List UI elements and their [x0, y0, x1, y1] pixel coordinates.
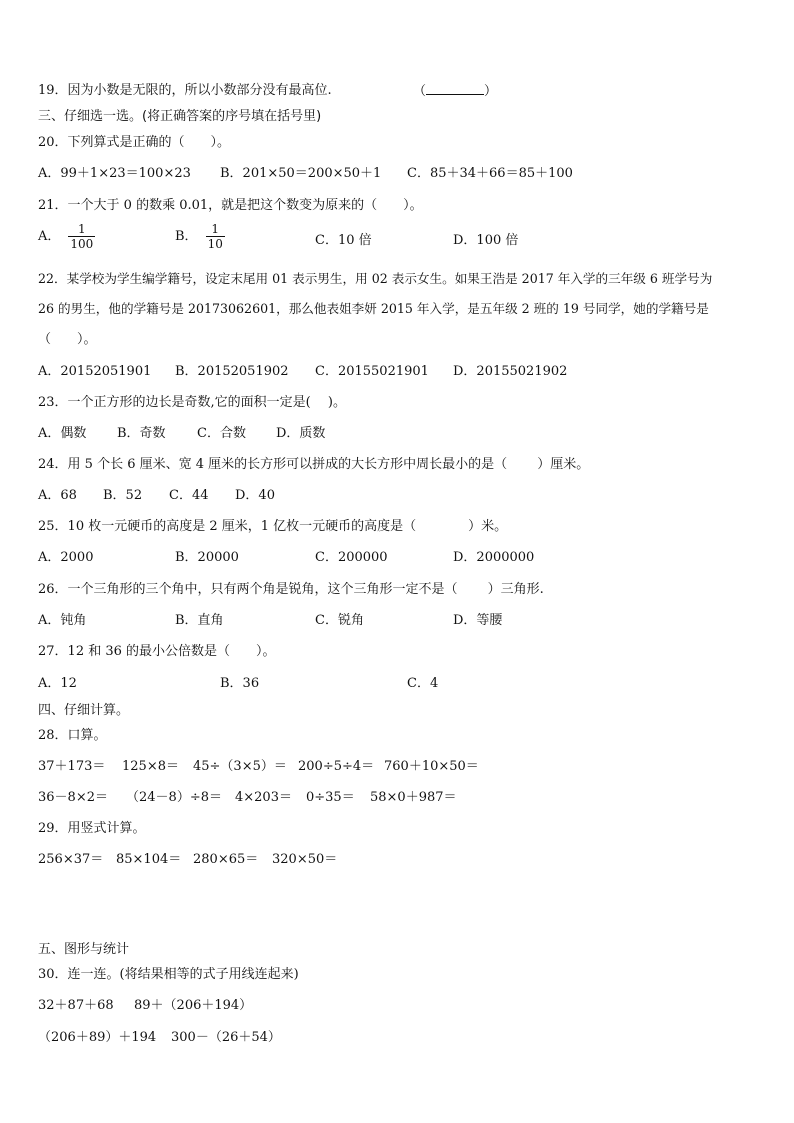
q30-text: 30．连一连。(将结果相等的式子用线连起来) — [38, 967, 299, 982]
q26-option-b[interactable]: B．直角 — [175, 613, 224, 628]
q21-option-a[interactable] — [38, 222, 95, 251]
q20-text: 20．下列算式是正确的（ ）。 — [38, 135, 231, 150]
paren-open: （ — [413, 84, 427, 99]
q26-option-c[interactable]: C．锐角 — [315, 613, 364, 628]
q28-row2-item: 58×0＋987＝ — [370, 790, 457, 805]
q25-option-c[interactable]: C．200000 — [315, 550, 388, 565]
q27-text: 27．12 和 36 的最小公倍数是（ ）。 — [38, 644, 276, 659]
q22-option-a[interactable]: A．20152051901 — [38, 364, 152, 379]
q19-line — [38, 82, 332, 100]
q20-option-b[interactable]: B．201×50＝200×50＋1 — [220, 166, 382, 181]
q28-row2-item: 36－8×2＝ — [38, 790, 108, 805]
q30-expression[interactable]: 89＋（206＋194） — [134, 998, 253, 1013]
q29-item: 256×37＝ — [38, 852, 104, 867]
q22-line-3: （ ）。 — [38, 332, 97, 347]
q26-option-a[interactable]: A．钝角 — [38, 613, 87, 628]
fraction — [68, 222, 95, 251]
q25-text: 25．10 枚一元硬币的高度是 2 厘米，1 亿枚一元硬币的高度是（ ）米。 — [38, 519, 508, 534]
paren-close: ） — [484, 84, 498, 99]
section-4-heading: 四、仔细计算。 — [38, 703, 130, 718]
denominator: 100 — [70, 237, 94, 251]
denominator: 10 — [207, 237, 223, 251]
q22-line-2: 26 的男生，他的学籍号是 20173062601，那么他表姐李妍 2015 年入学，是五年级 2 班的 19 号同学，她的学籍号是 — [38, 301, 709, 316]
q27-option-b[interactable]: B．36 — [220, 676, 260, 691]
q20-option-c[interactable]: C．85＋34＋66＝85＋100 — [407, 166, 573, 181]
option-label: B． — [175, 229, 198, 244]
numerator: 1 — [211, 222, 220, 236]
q29-text: 29．用竖式计算。 — [38, 821, 146, 836]
numerator: 1 — [78, 222, 86, 236]
q19-answer-blank[interactable] — [413, 82, 497, 101]
section-3-heading: 三、仔细选一选。(将正确答案的序号填在括号里) — [38, 109, 322, 124]
q23-option-b[interactable]: B．奇数 — [117, 426, 166, 441]
q28-row1-item: 37＋173＝ — [38, 759, 106, 774]
q27-option-c[interactable]: C．4 — [407, 676, 439, 691]
q26-text: 26．一个三角形的三个角中，只有两个角是锐角，这个三角形一定不是（ ）三角形. — [38, 582, 544, 597]
q22-option-d[interactable]: D．20155021902 — [453, 364, 568, 379]
underline-blank — [426, 82, 484, 95]
q23-option-a[interactable]: A．偶数 — [38, 426, 87, 441]
q23-option-c[interactable]: C．合数 — [197, 426, 246, 441]
q24-option-c[interactable]: C．44 — [169, 488, 209, 503]
q24-option-d[interactable]: D．40 — [235, 488, 275, 503]
q28-row1-item: 760＋10×50＝ — [384, 759, 479, 774]
q28-text: 28．口算。 — [38, 728, 107, 743]
q22-option-b[interactable]: B．20152051902 — [175, 364, 289, 379]
fraction — [206, 222, 225, 251]
option-label: A． — [38, 229, 61, 244]
q28-row1-item: 125×8＝ — [122, 759, 179, 774]
q29-item: 280×65＝ — [193, 852, 259, 867]
q30-expression[interactable]: 32＋87＋68 — [38, 998, 114, 1013]
section-5-heading: 五、图形与统计 — [38, 942, 130, 957]
q20-option-a[interactable]: A．99＋1×23＝100×23 — [38, 166, 191, 181]
q29-item: 320×50＝ — [272, 852, 338, 867]
q24-option-a[interactable]: A．68 — [38, 488, 77, 503]
q26-option-d[interactable]: D．等腰 — [453, 613, 503, 628]
q24-option-b[interactable]: B．52 — [103, 488, 143, 503]
q28-row1-item: 45÷（3×5）＝ — [193, 759, 287, 774]
q28-row2-item: （24－8）÷8＝ — [126, 790, 222, 805]
q25-option-d[interactable]: D．2000000 — [453, 550, 535, 565]
q21-option-d[interactable]: D．100 倍 — [453, 233, 519, 248]
q28-row2-item: 4×203＝ — [235, 790, 292, 805]
q19-text: 19．因为小数是无限的，所以小数部分没有最高位. — [38, 83, 332, 98]
q28-row1-item: 200÷5÷4＝ — [298, 759, 375, 774]
q22-option-c[interactable]: C．20155021901 — [315, 364, 429, 379]
q25-option-a[interactable]: A．2000 — [38, 550, 94, 565]
q29-item: 85×104＝ — [116, 852, 182, 867]
q24-text: 24．用 5 个长 6 厘米、宽 4 厘米的长方形可以拼成的大长方形中周长最小的是（ ）厘米。 — [38, 457, 590, 472]
q21-option-b[interactable] — [175, 222, 225, 251]
q21-text: 21．一个大于 0 的数乘 0.01，就是把这个数变为原来的（ ）。 — [38, 198, 423, 213]
q30-expression[interactable]: 300－（26＋54） — [171, 1030, 281, 1045]
q21-option-c[interactable]: C．10 倍 — [315, 233, 372, 248]
q27-option-a[interactable]: A．12 — [38, 676, 77, 691]
q23-option-d[interactable]: D．质数 — [276, 426, 326, 441]
q23-text: 23．一个正方形的边长是奇数,它的面积一定是( )。 — [38, 395, 346, 410]
q28-row2-item: 0÷35＝ — [306, 790, 355, 805]
q30-expression[interactable]: （206＋89）＋194 — [38, 1030, 157, 1045]
q25-option-b[interactable]: B．20000 — [175, 550, 239, 565]
q22-line-1: 22．某学校为学生编学籍号，设定末尾用 01 表示男生，用 02 表示女生。如果王浩是 2017 年入学的三年级 6 班学号为 — [38, 271, 713, 286]
